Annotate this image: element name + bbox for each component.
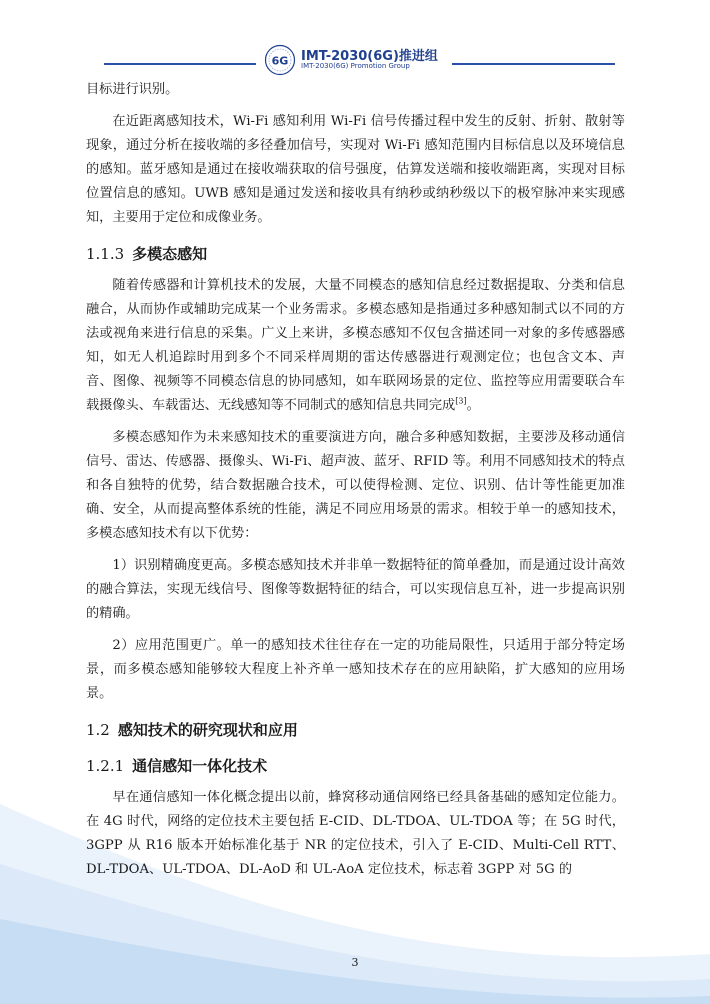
paragraph-isac-history: 早在通信感知一体化概念提出以前，蜂窝移动通信网络已经具备基础的感知定位能力。在 4G 时代，网络的定位技术主要包括 E-CID、DL-TDOA、UL-TDOA 等；在 5G 时代，3GPP 从 R16 版本开始标准化基于 NR 的定位技术，引入了 E-CID、Multi-Cell RTT、DL-TDOA、UL-TDOA、DL-AoD 和 UL-AoA 定位技术，标志着 3GPP 对 5G 的 <box>86 790 625 877</box>
org-name: IMT-2030(6G)推进组 <box>301 49 438 64</box>
section-number: 1.2.1 <box>86 757 125 775</box>
section-heading-1-2 <box>86 718 625 742</box>
paragraph-short-range-sensing: 在近距离感知技术，Wi-Fi 感知利用 Wi-Fi 信号传播过程中发生的反射、折射、散射等现象，通过分析在接收端的多径叠加信号，实现对 Wi-Fi 感知范围内目标信息以及环境信息的感知。蓝牙感知是通过在接收端获取的信号强度，估算发送端和接收端距离，实现对目标位置信息的感知。UWB 感知是通过发送和接收具有纳秒或纳秒级以下的极窄脉冲来实现感知，主要用于定位和成像业务。 <box>86 114 625 225</box>
page-number: 3 <box>351 956 359 969</box>
section-heading-1-2-1 <box>86 754 625 778</box>
paragraph-continuation: 目标进行识别。 <box>86 82 179 97</box>
section-number: 1.2 <box>86 721 110 739</box>
header-rule-right <box>452 63 615 65</box>
section-title: 感知技术的研究现状和应用 <box>117 721 298 739</box>
section-title: 多模态感知 <box>132 245 208 263</box>
paragraph-advantage-2: 2）应用范围更广。单一的感知技术往往存在一定的功能局限性，只适用于部分特定场景，而多模态感知能够较大程度上补齐单一感知技术存在的应用缺陷，扩大感知的应用场景。 <box>86 638 625 701</box>
org-subtitle: IMT-2030(6G) Promotion Group <box>301 62 410 70</box>
paragraph-multimodal-direction: 多模态感知作为未来感知技术的重要演进方向，融合多种感知数据，主要涉及移动通信信号、雷达、传感器、摄像头、Wi-Fi、超声波、蓝牙、RFID 等。利用不同感知技术的特点和各自独特的优势，结合数据融合技术，可以使得检测、定位、识别、估计等性能更加准确、安全，从而提高整体系统的性能，满足不同应用场景的需求。相较于单一的感知技术，多模态感知技术有以下优势： <box>86 430 625 541</box>
header-rule-left <box>104 63 256 65</box>
page-content <box>86 78 625 882</box>
svg-text:6G: 6G <box>271 54 289 68</box>
section-heading-1-1-3 <box>86 242 625 266</box>
page-header <box>0 40 710 80</box>
paragraph-advantage-1: 1）识别精确度更高。多模态感知技术并非单一数据特征的简单叠加，而是通过设计高效的融合算法，实现无线信号、图像等数据特征的结合，可以实现信息互补，进一步提高识别的精确。 <box>86 558 625 621</box>
section-number: 1.1.3 <box>86 245 125 263</box>
citation-reference: [3] <box>455 396 467 406</box>
6g-logo-icon <box>264 44 296 76</box>
section-title: 通信感知一体化技术 <box>132 757 268 775</box>
paragraph-multimodal-intro: 随着传感器和计算机技术的发展，大量不同模态的感知信息经过数据提取、分类和信息融合，从而协作或辅助完成某一个业务需求。多模态感知是指通过多种感知制式以不同的方法或视角来进行信息的采集。广义上来讲，多模态感知不仅包含描述同一对象的多传感器感知，如无人机追踪时用到多个不同采样周期的雷达传感器进行观测定位；也包含文本、声音、图像、视频等不同模态信息的协同感知，如车联网场景的定位、监控等应用需要联合车载摄像头、车载雷达、无线感知等不同制式的感知信息共同完成[3]。 <box>86 278 625 413</box>
